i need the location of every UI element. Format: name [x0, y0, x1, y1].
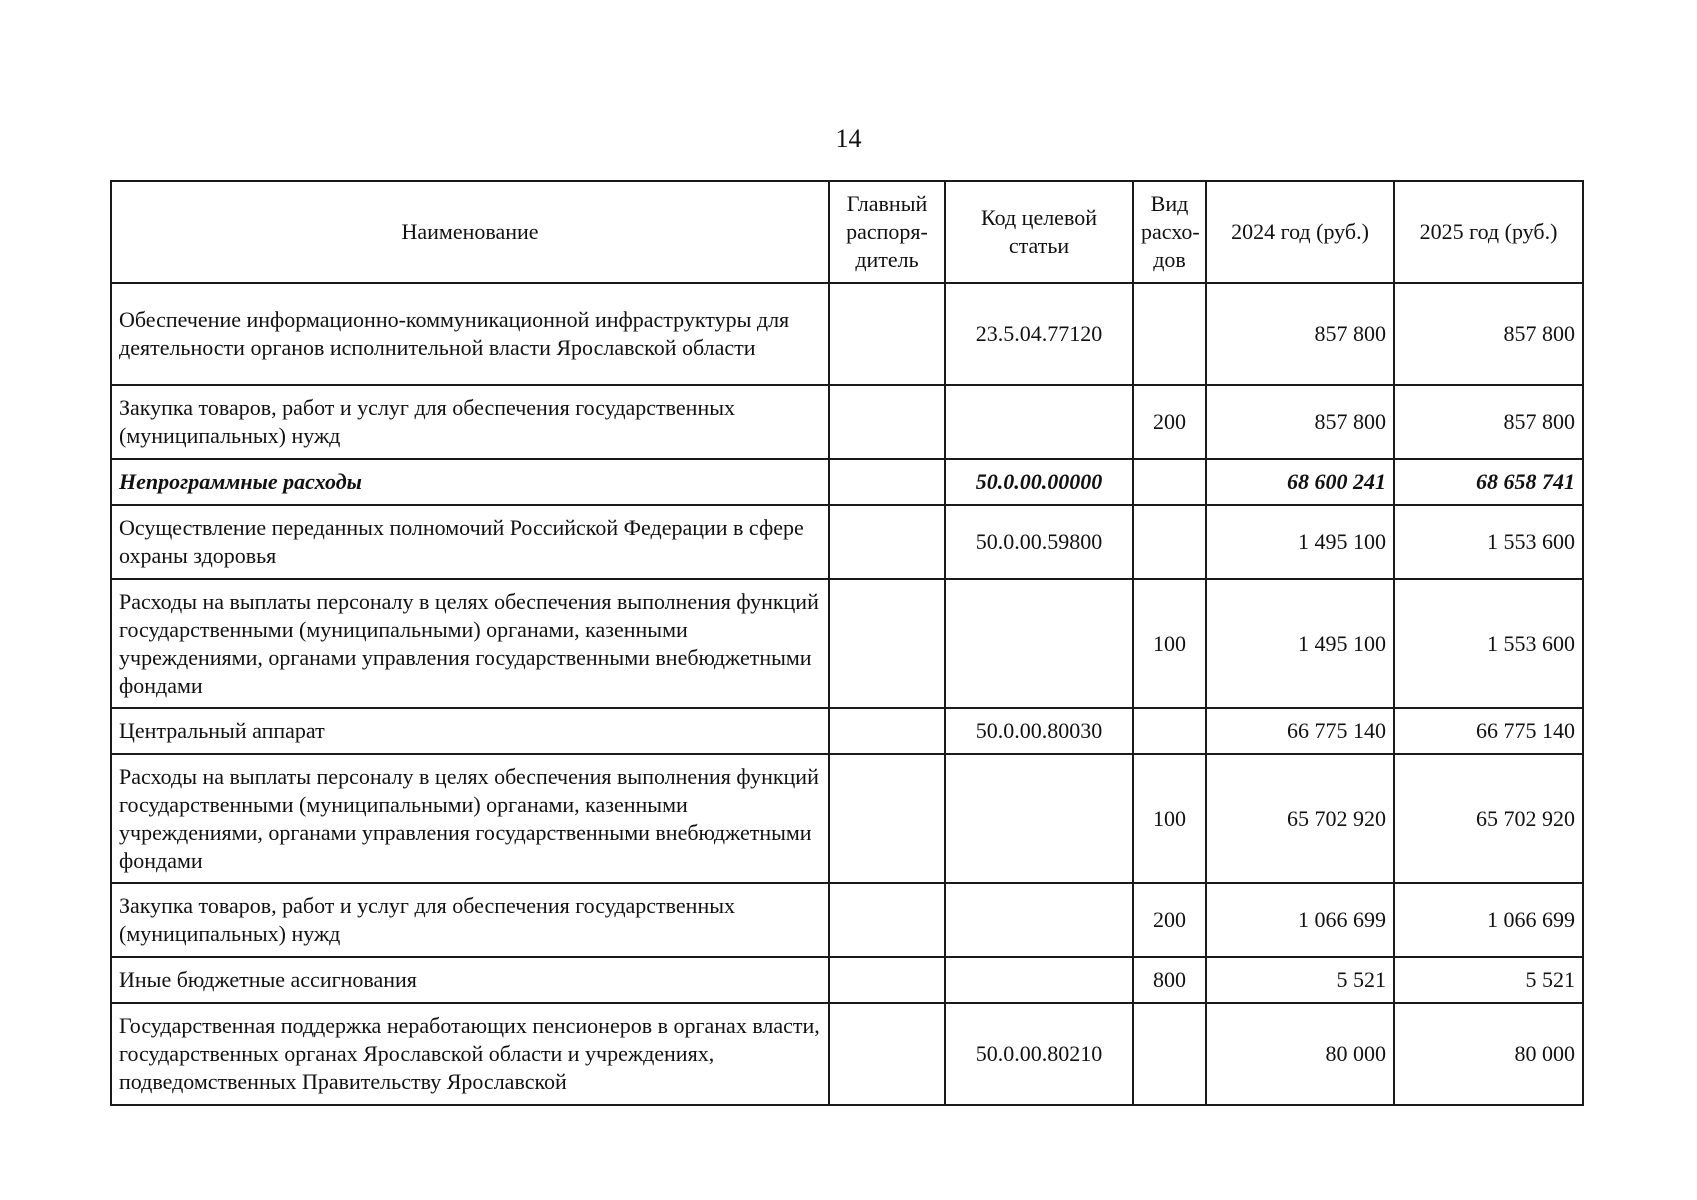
header-manager: Главный распоря-дитель: [829, 181, 945, 283]
cell-name: Непрограммные расходы: [111, 459, 829, 505]
cell-2024: 857 800: [1206, 283, 1394, 385]
cell-2025: 5 521: [1394, 957, 1583, 1003]
table-row: [111, 1003, 1583, 1105]
cell-2024: 5 521: [1206, 957, 1394, 1003]
cell-manager: [829, 957, 945, 1003]
cell-manager: [829, 1003, 945, 1105]
cell-code: [945, 883, 1133, 957]
cell-name: Центральный аппарат: [111, 708, 829, 754]
cell-2024: 1 495 100: [1206, 579, 1394, 708]
cell-type: 100: [1133, 579, 1206, 708]
cell-type: 100: [1133, 754, 1206, 883]
cell-type: 800: [1133, 957, 1206, 1003]
cell-2025: 66 775 140: [1394, 708, 1583, 754]
header-code: Код целевой статьи: [945, 181, 1133, 283]
cell-manager: [829, 385, 945, 459]
cell-2024: 66 775 140: [1206, 708, 1394, 754]
table-row: [111, 505, 1583, 579]
cell-code: 50.0.00.80210: [945, 1003, 1133, 1105]
cell-name: Государственная поддержка неработающих пенсионеров в органах власти, государственных органах Ярославской области и учреждениях, подведомственных Правительству Ярославской: [111, 1003, 829, 1105]
cell-name: Иные бюджетные ассигнования: [111, 957, 829, 1003]
cell-manager: [829, 459, 945, 505]
cell-name: Расходы на выплаты персоналу в целях обеспечения выполнения функций государственными (муниципальными) органами, казенными учреждениями, органами управления государственными внебюджетными фондами: [111, 579, 829, 708]
cell-2025: 80 000: [1394, 1003, 1583, 1105]
cell-manager: [829, 579, 945, 708]
cell-code: 23.5.04.77120: [945, 283, 1133, 385]
cell-code: [945, 385, 1133, 459]
cell-type: [1133, 505, 1206, 579]
cell-code: 50.0.00.00000: [945, 459, 1133, 505]
cell-type: 200: [1133, 883, 1206, 957]
cell-name: Обеспечение информационно-коммуникационной инфраструктуры для деятельности органов исполнительной власти Ярославской области: [111, 283, 829, 385]
cell-name: Осуществление переданных полномочий Российской Федерации в сфере охраны здоровья: [111, 505, 829, 579]
budget-table: [110, 180, 1584, 1106]
table-row: [111, 579, 1583, 708]
cell-type: [1133, 283, 1206, 385]
header-name: Наименование: [111, 181, 829, 283]
cell-code: 50.0.00.59800: [945, 505, 1133, 579]
cell-2024: 1 066 699: [1206, 883, 1394, 957]
cell-name: Закупка товаров, работ и услуг для обеспечения государственных (муниципальных) нужд: [111, 883, 829, 957]
cell-2024: 68 600 241: [1206, 459, 1394, 505]
cell-2025: 857 800: [1394, 385, 1583, 459]
table-row: [111, 283, 1583, 385]
page-number: 14: [835, 124, 862, 153]
cell-type: [1133, 459, 1206, 505]
cell-type: [1133, 708, 1206, 754]
cell-name: Закупка товаров, работ и услуг для обеспечения государственных (муниципальных) нужд: [111, 385, 829, 459]
cell-2024: 1 495 100: [1206, 505, 1394, 579]
table-row: [111, 754, 1583, 883]
cell-2024: 80 000: [1206, 1003, 1394, 1105]
cell-code: [945, 957, 1133, 1003]
cell-2025: 68 658 741: [1394, 459, 1583, 505]
table-row: [111, 957, 1583, 1003]
cell-2024: 857 800: [1206, 385, 1394, 459]
table-row: [111, 708, 1583, 754]
cell-2024: 65 702 920: [1206, 754, 1394, 883]
table-row: [111, 459, 1583, 505]
cell-code: 50.0.00.80030: [945, 708, 1133, 754]
table-row: [111, 385, 1583, 459]
cell-manager: [829, 883, 945, 957]
cell-code: [945, 579, 1133, 708]
header-2024: 2024 год (руб.): [1206, 181, 1394, 283]
table-row: [111, 883, 1583, 957]
cell-type: 200: [1133, 385, 1206, 459]
header-type: Вид расхо-дов: [1133, 181, 1206, 283]
header-2025: 2025 год (руб.): [1394, 181, 1583, 283]
cell-type: [1133, 1003, 1206, 1105]
cell-manager: [829, 708, 945, 754]
table-header-row: [111, 181, 1583, 283]
cell-code: [945, 754, 1133, 883]
cell-2025: 857 800: [1394, 283, 1583, 385]
cell-2025: 65 702 920: [1394, 754, 1583, 883]
cell-manager: [829, 505, 945, 579]
cell-2025: 1 066 699: [1394, 883, 1583, 957]
cell-2025: 1 553 600: [1394, 505, 1583, 579]
cell-2025: 1 553 600: [1394, 579, 1583, 708]
cell-name: Расходы на выплаты персоналу в целях обеспечения выполнения функций государственными (муниципальными) органами, казенными учреждениями, органами управления государственными внебюджетными фондами: [111, 754, 829, 883]
cell-manager: [829, 754, 945, 883]
cell-manager: [829, 283, 945, 385]
